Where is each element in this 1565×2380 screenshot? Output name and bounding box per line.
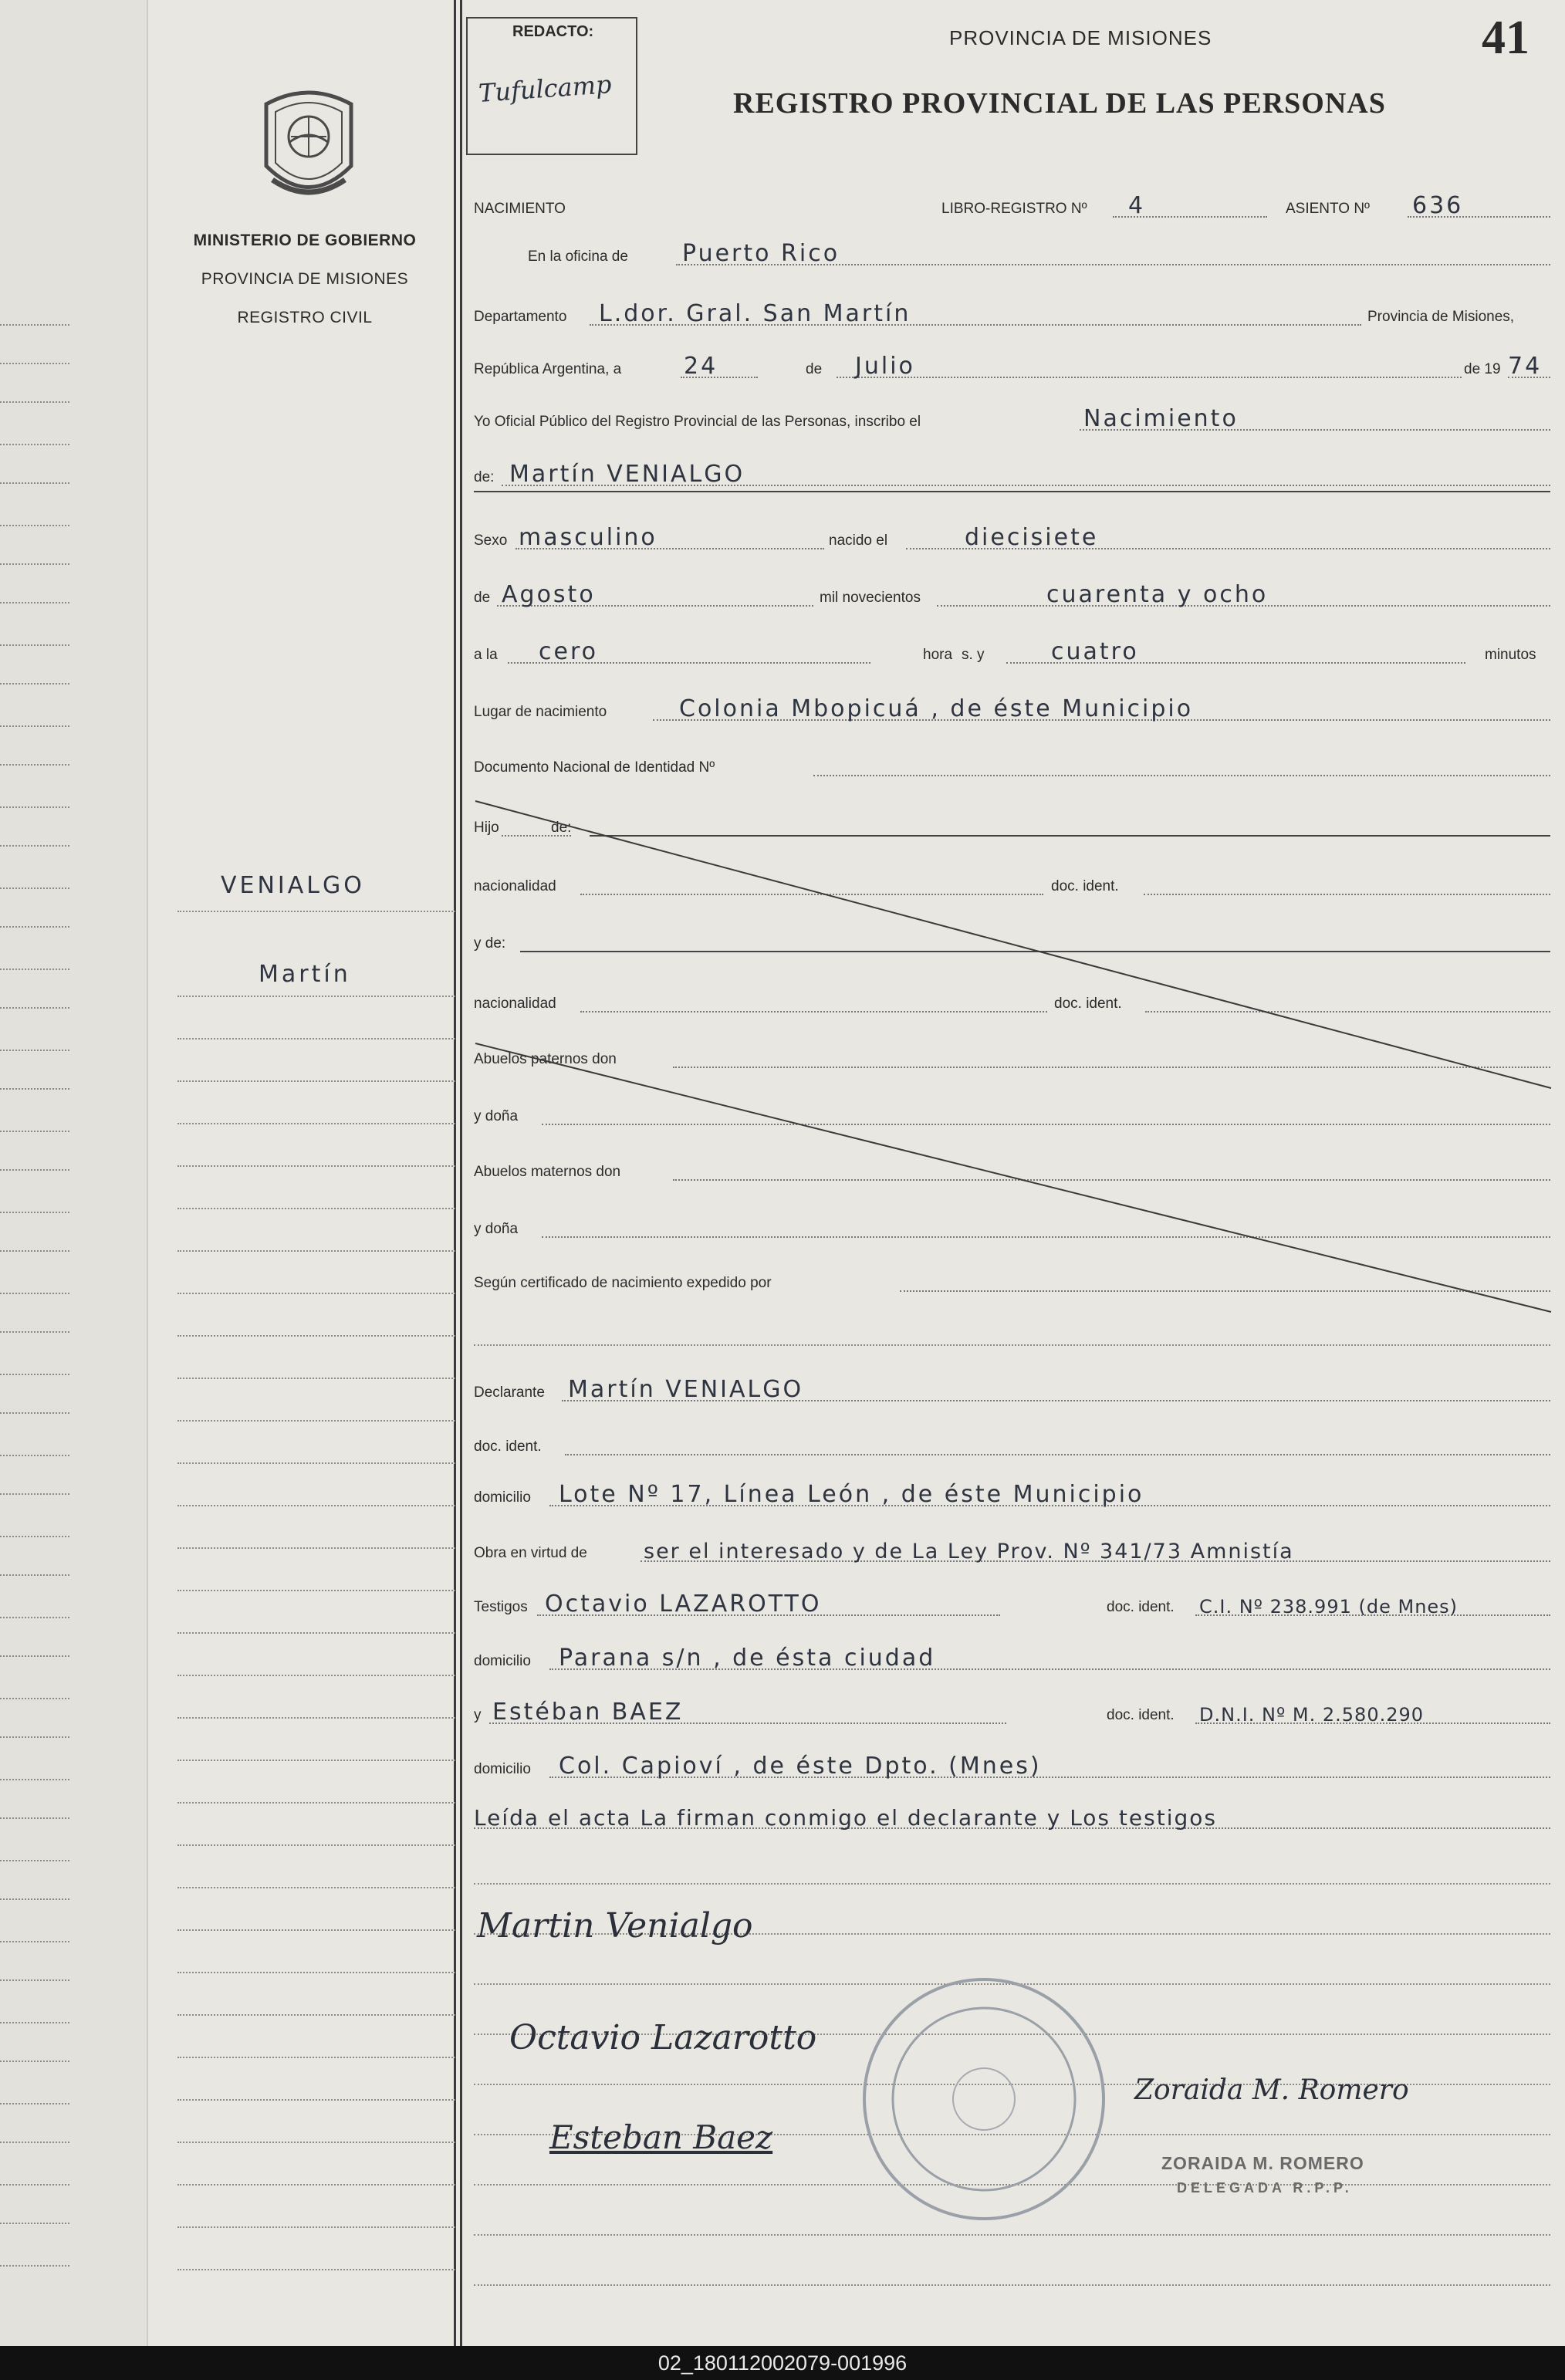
testigo2-signature: Esteban Baez xyxy=(549,2118,773,2156)
row-closing xyxy=(474,1803,1550,1834)
doc-ident-label-1: doc. ident. xyxy=(1051,878,1119,894)
dni-label: Documento Nacional de Identidad Nº xyxy=(474,759,715,776)
testigo1-signature: Octavio Lazarotto xyxy=(509,2018,817,2057)
testigo1-doc-value: C.I. Nº 238.991 (de Mnes) xyxy=(1199,1596,1459,1618)
stamp-title: DELEGADA R.P.P. xyxy=(1177,2180,1353,2196)
testigo1-domicilio-value: Parana s/n , de ésta ciudad xyxy=(559,1645,936,1672)
header-province: PROVINCIA DE MISIONES xyxy=(949,26,1212,49)
domicilio-value: Lote Nº 17, Línea León , de éste Municipio xyxy=(559,1481,1144,1508)
row-declarante xyxy=(474,1375,1550,1406)
testigo2-domicilio-value: Col. Capioví , de éste Dpto. (Mnes) xyxy=(559,1753,1042,1780)
row-domicilio-testigo-2 xyxy=(474,1752,1550,1783)
y-label: s. y xyxy=(962,647,985,663)
hora-value: cero xyxy=(539,638,598,665)
declarante-doc-label: doc. ident. xyxy=(474,1438,542,1455)
nacido-label: nacido el xyxy=(829,532,888,549)
province-title: PROVINCIA DE MISIONES xyxy=(201,270,409,288)
person-value: Martín VENIALGO xyxy=(509,461,745,488)
row-testigo-2 xyxy=(474,1698,1550,1729)
registry-title: REGISTRO CIVIL xyxy=(237,309,373,326)
row-domicilio-testigo-1 xyxy=(474,1644,1550,1675)
oficial-signature: Zoraida M. Romero xyxy=(1134,2074,1409,2106)
libro-value: 4 xyxy=(1128,192,1146,219)
year-label: de 19 xyxy=(1464,361,1501,377)
birth-month-value: Agosto xyxy=(502,581,596,608)
margin-surname: VENIALGO xyxy=(221,872,365,899)
lugar-label: Lugar de nacimiento xyxy=(474,704,607,720)
year-value: 74 xyxy=(1508,353,1543,380)
office-value: Puerto Rico xyxy=(682,240,840,267)
inscribo-value: Nacimiento xyxy=(1083,405,1239,432)
departamento-label: Departamento xyxy=(474,309,567,325)
row-obra xyxy=(474,1536,1550,1567)
month-value: Julio xyxy=(855,353,915,380)
row-domicilio-declarante xyxy=(474,1480,1550,1511)
abuelos-maternos-label: Abuelos maternos don xyxy=(474,1164,621,1180)
testigo1-value: Octavio LAZAROTTO xyxy=(545,1591,822,1618)
row-declarante-doc xyxy=(474,1429,1550,1460)
domicilio-label-3: domicilio xyxy=(474,1761,531,1777)
nacionalidad-label-2: nacionalidad xyxy=(474,996,556,1012)
domicilio-label-2: domicilio xyxy=(474,1653,531,1669)
redacto-signature: Tufulcamp xyxy=(477,69,613,108)
de-label: de xyxy=(806,361,823,377)
nacido-value: diecisiete xyxy=(965,524,1099,551)
doc-ident-label-2: doc. ident. xyxy=(1054,996,1122,1012)
oficial-text: Yo Oficial Público del Registro Provincial de las Personas, inscribo el xyxy=(474,414,921,430)
margin-given-name: Martín xyxy=(259,961,351,988)
dona-label-2: y doña xyxy=(474,1221,519,1237)
departamento-value: L.dor. Gral. San Martín xyxy=(599,300,911,327)
testigo2-doc-value: D.N.I. Nº M. 2.580.290 xyxy=(1199,1704,1425,1726)
hijo-label: Hijo xyxy=(474,820,499,836)
de2-label: de xyxy=(474,590,491,606)
lugar-value: Colonia Mbopicuá , de éste Municipio xyxy=(679,695,1194,722)
minutos-value: cuatro xyxy=(1051,638,1139,665)
testigo1-doc-label: doc. ident. xyxy=(1107,1599,1175,1615)
abuelos-paternos-label: Abuelos paternos don xyxy=(474,1051,617,1067)
stamp-name: ZORAIDA M. ROMERO xyxy=(1161,2153,1364,2173)
libro-label: LIBRO-REGISTRO Nº xyxy=(941,201,1087,217)
segun-label: Según certificado de nacimiento expedido por xyxy=(474,1275,772,1291)
day-value: 24 xyxy=(684,353,718,380)
birth-year-value: cuarenta y ocho xyxy=(1046,581,1269,608)
hijo-de-label: de: xyxy=(551,820,572,836)
image-id-footer: 02_180112002079-001996 xyxy=(0,2346,1565,2380)
asiento-value: 636 xyxy=(1412,192,1464,219)
closing-text: Leída el acta La firman conmigo el declarante y Los testigos xyxy=(474,1805,1217,1831)
sexo-value: masculino xyxy=(519,524,657,551)
mil-label: mil novecientos xyxy=(820,590,921,606)
domicilio-label-1: domicilio xyxy=(474,1489,531,1506)
declarante-value: Martín VENIALGO xyxy=(568,1376,804,1403)
page-number: 41 xyxy=(1482,12,1530,64)
header-registry-title: REGISTRO PROVINCIAL DE LAS PERSONAS xyxy=(733,87,1386,120)
record-type-label: NACIMIENTO xyxy=(474,201,566,217)
y2-label: y xyxy=(474,1707,482,1723)
y-de-label: y de: xyxy=(474,935,506,952)
official-stamp xyxy=(857,1972,1111,2226)
minutos-label: minutos xyxy=(1485,647,1536,663)
testigo2-value: Estéban BAEZ xyxy=(492,1699,684,1726)
ala-label: a la xyxy=(474,647,498,663)
dona-label-1: y doña xyxy=(474,1108,519,1124)
nacionalidad-label-1: nacionalidad xyxy=(474,878,556,894)
declarante-label: Declarante xyxy=(474,1384,545,1401)
redacto-label: REDACTO: xyxy=(512,23,594,40)
provincia-label: Provincia de Misiones, xyxy=(1367,309,1515,325)
obra-label: Obra en virtud de xyxy=(474,1545,587,1561)
republica-label: República Argentina, a xyxy=(474,361,622,377)
ministry-title: MINISTERIO DE GOBIERNO xyxy=(193,232,417,249)
obra-value: ser el interesado y de La Ley Prov. Nº 341/73 Amnistía xyxy=(644,1540,1294,1564)
horas-label: hora xyxy=(923,647,953,663)
testigos-label: Testigos xyxy=(474,1599,528,1615)
asiento-label: ASIENTO Nº xyxy=(1286,201,1370,217)
row-testigo-1 xyxy=(474,1590,1550,1621)
testigo2-doc-label: doc. ident. xyxy=(1107,1707,1175,1723)
office-label: En la oficina de xyxy=(528,248,628,265)
de-person-label: de: xyxy=(474,469,495,485)
sexo-label: Sexo xyxy=(474,532,508,549)
declarante-signature: Martin Venialgo xyxy=(477,1906,753,1946)
